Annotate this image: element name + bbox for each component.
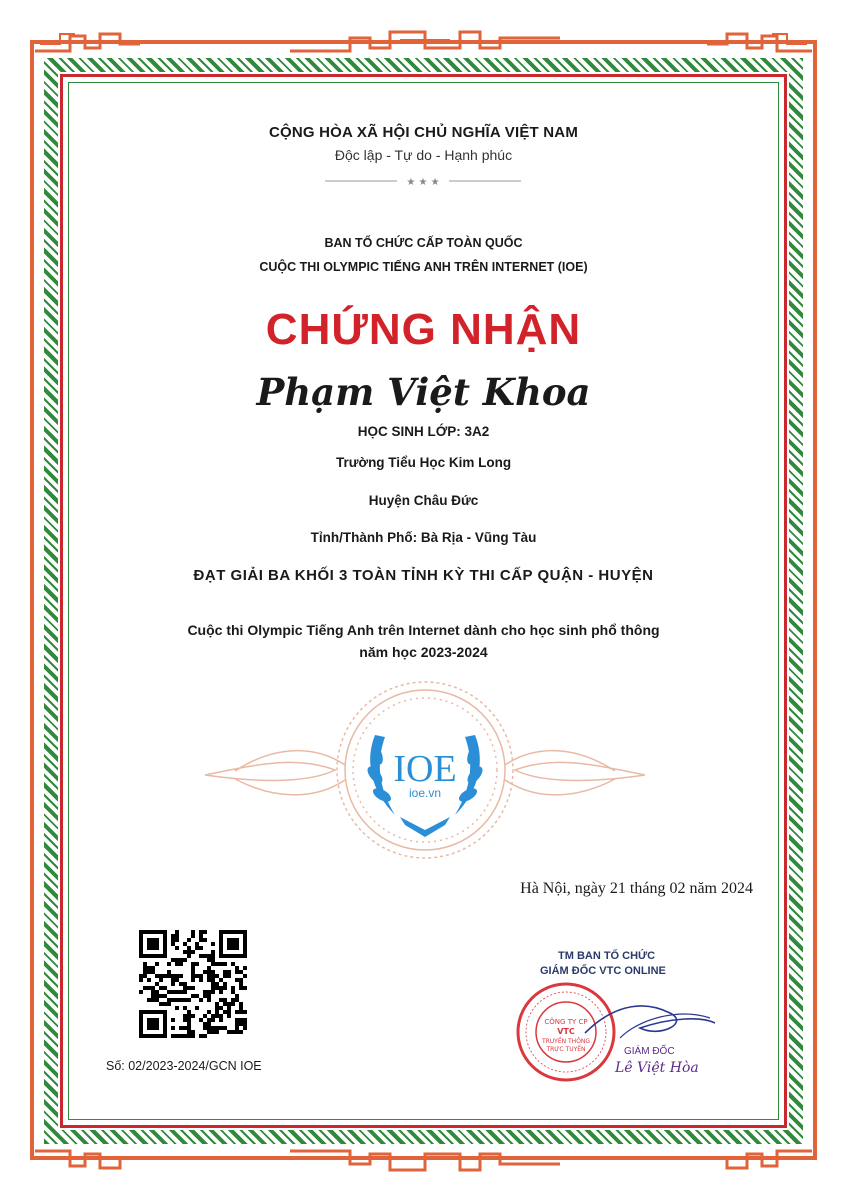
signature-title-2: GIÁM ĐỐC VTC ONLINE bbox=[540, 965, 666, 977]
award-line: ĐẠT GIẢI BA KHỐI 3 TOÀN TỈNH KỲ THI CẤP QUẬN - HUYỆN bbox=[193, 567, 654, 584]
top-right-ornament bbox=[697, 26, 817, 56]
ioe-logo-text: IOE bbox=[393, 748, 457, 790]
class-line: HỌC SINH LỚP: 3A2 bbox=[357, 424, 490, 439]
svg-text:★ ★ ★: ★ ★ ★ bbox=[406, 177, 440, 186]
signer-role: GIÁM ĐỐC bbox=[624, 1046, 675, 1057]
organizer-line-2: CUỘC THI OLYMPIC TIẾNG ANH TRÊN INTERNET (IOE) bbox=[259, 260, 588, 274]
issue-date: Hà Nội, ngày 21 tháng 02 năm 2024 bbox=[520, 880, 753, 897]
district-name: Huyện Châu Đức bbox=[368, 493, 479, 508]
qr-code[interactable] bbox=[139, 930, 247, 1038]
signature-title-1: TM BAN TỔ CHỨC bbox=[558, 950, 656, 962]
svg-text:VTC: VTC bbox=[557, 1027, 575, 1036]
republic-heading: CỘNG HÒA XÃ HỘI CHỦ NGHĨA VIỆT NAM bbox=[268, 124, 579, 141]
province-name: Tỉnh/Thành Phố: Bà Rịa - Vũng Tàu bbox=[310, 530, 537, 545]
certificate-title: CHỨNG NHẬN bbox=[265, 305, 582, 354]
top-left-ornament bbox=[30, 26, 150, 56]
school-name: Trường Tiểu Học Kim Long bbox=[335, 455, 512, 470]
ioe-emblem bbox=[195, 675, 655, 865]
bottom-center-ornament bbox=[290, 1146, 560, 1176]
top-center-ornament bbox=[290, 26, 560, 56]
contest-line-1: Cuộc thi Olympic Tiếng Anh trên Internet dành cho học sinh phổ thông bbox=[187, 622, 660, 638]
bottom-left-ornament bbox=[30, 1146, 150, 1176]
national-motto: Độc lập - Tự do - Hạnh phúc bbox=[334, 147, 513, 163]
bottom-right-ornament bbox=[697, 1146, 817, 1176]
contest-line-2: năm học 2023-2024 bbox=[359, 644, 488, 660]
svg-text:CÔNG TY CP: CÔNG TY CP bbox=[544, 1018, 588, 1026]
recipient-name: Phạm Việt Khoa bbox=[256, 370, 591, 414]
signature-block bbox=[520, 948, 730, 1088]
serial-number: Số: 02/2023-2024/GCN IOE bbox=[106, 1059, 262, 1073]
star-divider bbox=[325, 176, 521, 186]
svg-text:TRỰC TUYẾN: TRỰC TUYẾN bbox=[546, 1046, 586, 1053]
signature-scribble bbox=[580, 988, 720, 1048]
svg-text:TRUYỀN THÔNG: TRUYỀN THÔNG bbox=[541, 1038, 591, 1045]
ioe-logo-url: ioe.vn bbox=[408, 786, 442, 800]
signer-name: Lê Việt Hòa bbox=[615, 1060, 699, 1076]
organizer-line-1: BAN TỔ CHỨC CẤP TOÀN QUỐC bbox=[324, 236, 523, 250]
